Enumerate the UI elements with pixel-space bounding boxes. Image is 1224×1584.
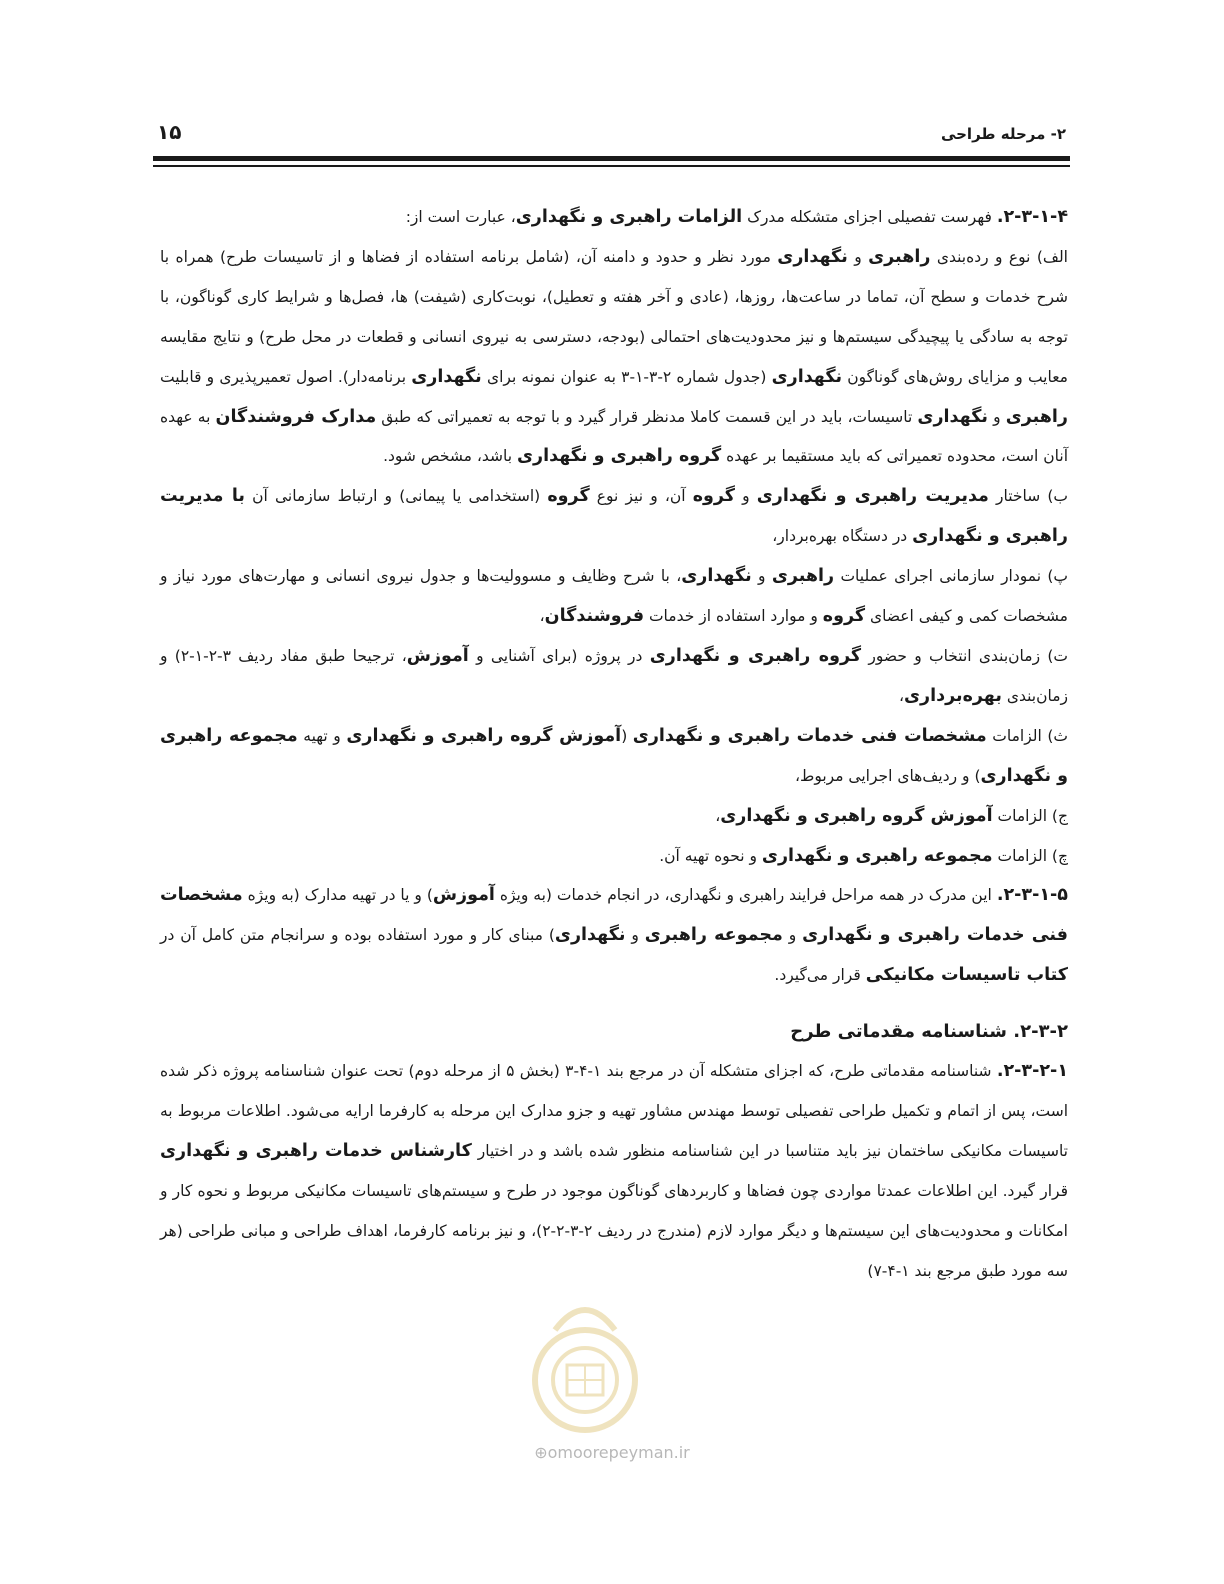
item-che: چ) الزامات مجموعه راهبری و نگهداری و نحوه تهیه آن. bbox=[659, 845, 1068, 866]
item-jim: ج) الزامات آموزش گروه راهبری و نگهداری، bbox=[715, 805, 1068, 826]
item-pe: پ) نمودار سازمانی اجرای عملیات راهبری و نگهداری، با شرح وظایف و مسوولیت‌ها و جدول نیروی انسانی و مهارت‌های مورد نیاز و مشخصات کمی و کیفی اعضای گروه و موارد استفاده از خدمات فروشندگان، bbox=[160, 566, 1069, 627]
body-text bbox=[160, 198, 1068, 1291]
watermark-site: ⊕omoorepeyman.ir bbox=[534, 1443, 690, 1462]
header-rule-thick bbox=[153, 156, 1070, 161]
clause-2-3-2-1: ۲-۳-۲-۱. شناسنامه مقدماتی طرح، که اجزای متشکله آن در مرجع بند ۱-۴-۳ (بخش ۵ از مرحله دوم) تحت عنوان شناسنامه پروژه ذکر شده است، پس از اتمام و تکمیل طراحی تفصیلی توسط مهندس مشاور تهیه و جزو مدارک این مرحله به کارفرما ارایه می‌شود. اطلاعات مربوط به تاسیسات مکانیکی ساختمان نیز باید متناسبا در این شناسنامه منظور شده باشد و در اختیار کارشناس خدمات راهبری و نگهداری قرار گیرد. این اطلاعات عمدتا مواردی چون فضاها و کاربردهای گوناگون موجود در طرح و سیستم‌های تاسیسات مکانیکی مربوط و نحوه کار و امکانات و محدودیت‌های این سیستم‌ها و دیگر موارد لازم (مندرج در ردیف ۲-۳-۲-۲)، و نیز برنامه کارفرما، اهداف طراحی و مبانی طراحی (هر سه مورد طبق مرجع بند ۱-۴-۷) bbox=[160, 1061, 1068, 1280]
item-se: ث) الزامات مشخصات فنی خدمات راهبری و نگهداری (آموزش گروه راهبری و نگهداری و تهیه مجموعه راهبری و نگهداری) و ردیف‌های اجرایی مربوط، bbox=[160, 725, 1069, 786]
page-number: ۱۵ bbox=[157, 120, 182, 144]
item-alef: الف) نوع و رده‌بندی راهبری و نگهداری مورد نظر و حدود و دامنه آن، (شامل برنامه استفاده از فضاها و از تاسیسات طرح) همراه با شرح خدمات و سطح آن، تماما در ساعت‌ها، روزها، (عادی و آخر هفته و تعطیل)، نوبت‌کاری (شیفت) ها، فصل‌ها و شرایط کاری گوناگون، با توجه به سادگی یا پیچیدگی سیستم‌ها و نیز محدودیت‌های احتمالی (بودجه، دسترسی به نیروی انسانی و قطعات در محل طرح) و نتایج مقایسه معایب و مزایای روش‌های گوناگون نگهداری (جدول شماره ۲-۳-۱-۳ به عنوان نمونه برای نگهداری برنامه‌دار). اصول تعمیرپذیری و قابلیت راهبری و نگهداری تاسیسات، باید در این قسمت کاملا مدنظر قرار گیرد و با توجه به تعمیراتی که طبق مدارک فروشندگان به عهده آنان است، محدوده تعمیراتی که باید مستقیما بر عهده گروه راهبری و نگهداری باشد، مشخص شود. bbox=[160, 246, 1068, 467]
watermark-logo-icon bbox=[485, 1270, 685, 1440]
item-be: ب) ساختار مدیریت راهبری و نگهداری و گروه آن، و نیز نوع گروه (استخدامی یا پیمانی) و ارتباط سازمانی آن با مدیریت راهبری و نگهداری در دستگاه بهره‌بردار، bbox=[160, 486, 1069, 547]
clause-2-3-1-5: ۲-۳-۱-۵. این مدرک در همه مراحل فرایند راهبری و نگهداری، در انجام خدمات (به ویژه آموزش) و یا در تهیه مدارک (به ویژه مشخصات فنی خدمات راهبری و نگهداری و مجموعه راهبری و نگهداری) مبنای کار و مورد استفاده بوده و سرانجام متن کامل آن در کتاب تاسیسات مکانیکی قرار می‌گیرد. bbox=[160, 885, 1069, 986]
section-heading: ۲-۳-۲. شناسنامه مقدماتی طرح bbox=[790, 1021, 1068, 1043]
item-te: ت) زمان‌بندی انتخاب و حضور گروه راهبری و نگهداری در پروژه (برای آشنایی و آموزش، ترجیحا طبق مفاد ردیف ۳-۲-۱-۲) و زمان‌بندی بهره‌برداری، bbox=[160, 645, 1068, 706]
chapter-title: ۲- مرحله طراحی bbox=[940, 125, 1066, 143]
clause-2-3-1-4: ۲-۳-۱-۴. فهرست تفصیلی اجزای متشکله مدرک الزامات راهبری و نگهداری، عبارت است از: bbox=[405, 207, 1068, 227]
header-rule-thin bbox=[153, 165, 1070, 167]
